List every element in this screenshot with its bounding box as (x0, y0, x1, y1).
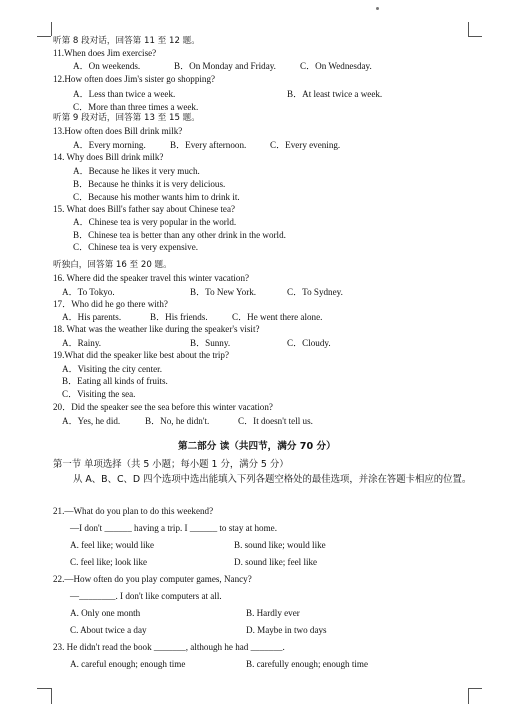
instructions: 从 A、B、C、D 四个选项中选出能填入下列各题空格处的最佳选项，并涂在答题卡相应的位置。 (73, 474, 472, 485)
question-20: 20．Did the speaker see the sea before this winter vacation? (53, 402, 273, 412)
crop-mark-top-left-h (37, 36, 51, 37)
crop-mark-bottom-right-h (468, 688, 482, 689)
question-22-line2: —________. I don't like computers at all. (70, 591, 222, 601)
section-heading-9: 听第 9 段对话，回答第 13 至 15 题。 (53, 113, 200, 123)
question-11: 11.When does Jim exercise? (53, 48, 157, 58)
crop-mark-bottom-right-v (468, 688, 469, 704)
option-17-a: A．His parents. (62, 312, 122, 322)
option-22-c: C. About twice a day (70, 625, 147, 635)
section-heading-8: 听第 8 段对话，回答第 11 至 12 题。 (53, 36, 200, 46)
option-11-a: A．On weekends. (73, 61, 141, 71)
option-17-c: C．He went there alone. (232, 312, 323, 322)
option-22-b: B. Hardly ever (246, 608, 300, 618)
option-23-b: B. carefully enough; enough time (246, 659, 368, 669)
option-21-c: C. feel like; look like (70, 557, 148, 567)
option-20-a: A．Yes, he did. (62, 416, 121, 426)
option-21-a: A. feel like; would like (70, 540, 155, 550)
option-16-a: A．To Tokyo. (62, 287, 115, 297)
option-23-a: A. careful enough; enough time (70, 659, 186, 669)
option-13-c: C．Every evening. (270, 140, 341, 150)
section-1-title: 第一节 单项选择（共 5 小题；每小题 1 分，满分 5 分） (53, 459, 289, 470)
option-11-c: C．On Wednesday. (300, 61, 372, 71)
option-19-a: A．Visiting the city center. (62, 364, 162, 374)
option-12-b: B．At least twice a week. (287, 89, 383, 99)
option-13-b: B．Every afternoon. (170, 140, 247, 150)
option-21-b: B. sound like; would like (234, 540, 326, 550)
question-13: 13.How often does Bill drink milk? (53, 126, 183, 136)
scan-dot (376, 7, 379, 10)
option-18-c: C．Cloudy. (287, 338, 331, 348)
crop-mark-top-right-v (468, 22, 469, 36)
section-heading-10: 听独白，回答第 16 至 20 题。 (53, 260, 172, 270)
question-21-line2: —I don't ______ having a trip. I ______ to stay at home. (70, 523, 277, 533)
option-22-d: D. Maybe in two days (246, 625, 327, 635)
option-14-c: C．Because his mother wants him to drink it. (73, 192, 240, 202)
crop-mark-top-left-v (51, 22, 52, 36)
option-20-c: C．It doesn't tell us. (238, 416, 313, 426)
option-14-b: B．Because he thinks it is very delicious. (73, 179, 226, 189)
question-17: 17．Who did he go there with? (53, 299, 168, 309)
option-22-a: A. Only one month (70, 608, 141, 618)
crop-mark-top-right-h (468, 36, 482, 37)
option-19-c: C．Visiting the sea. (62, 389, 136, 399)
question-23: 23. He didn't read the book _______, although he had _______. (53, 642, 285, 652)
option-13-a: A．Every morning. (73, 140, 146, 150)
option-15-c: C．Chinese tea is very expensive. (73, 242, 199, 252)
question-22: 22.—How often do you play computer games, Nancy? (53, 574, 252, 584)
option-12-a: A．Less than twice a week. (73, 89, 176, 99)
question-12: 12.How often does Jim's sister go shopping? (53, 74, 216, 84)
question-14: 14. Why does Bill drink milk? (53, 152, 164, 162)
option-15-a: A．Chinese tea is very popular in the world. (73, 217, 237, 227)
option-16-b: B．To New York. (190, 287, 257, 297)
option-18-a: A．Rainy. (62, 338, 102, 348)
part-title: 第二部分 读（共四节，满分 70 分） (178, 441, 336, 452)
option-11-b: B．On Monday and Friday. (174, 61, 276, 71)
question-21: 21.—What do you plan to do this weekend? (53, 506, 214, 516)
question-16: 16. Where did the speaker travel this winter vacation? (53, 273, 250, 283)
question-19: 19.What did the speaker like best about the trip? (53, 350, 230, 360)
crop-mark-bottom-left-v (51, 688, 52, 704)
question-18: 18. What was the weather like during the speaker's visit? (53, 324, 260, 334)
question-15: 15. What does Bill's father say about Chinese tea? (53, 204, 236, 214)
crop-mark-bottom-left-h (37, 688, 51, 689)
option-14-a: A．Because he likes it very much. (73, 166, 200, 176)
option-19-b: B．Eating all kinds of fruits. (62, 376, 168, 386)
option-18-b: B．Sunny. (190, 338, 231, 348)
option-12-c: C．More than three times a week. (73, 102, 199, 112)
option-17-b: B．His friends. (150, 312, 208, 322)
option-20-b: B．No, he didn't. (145, 416, 210, 426)
option-15-b: B．Chinese tea is better than any other drink in the world. (73, 230, 286, 240)
option-21-d: D. sound like; feel like (234, 557, 318, 567)
option-16-c: C．To Sydney. (287, 287, 343, 297)
